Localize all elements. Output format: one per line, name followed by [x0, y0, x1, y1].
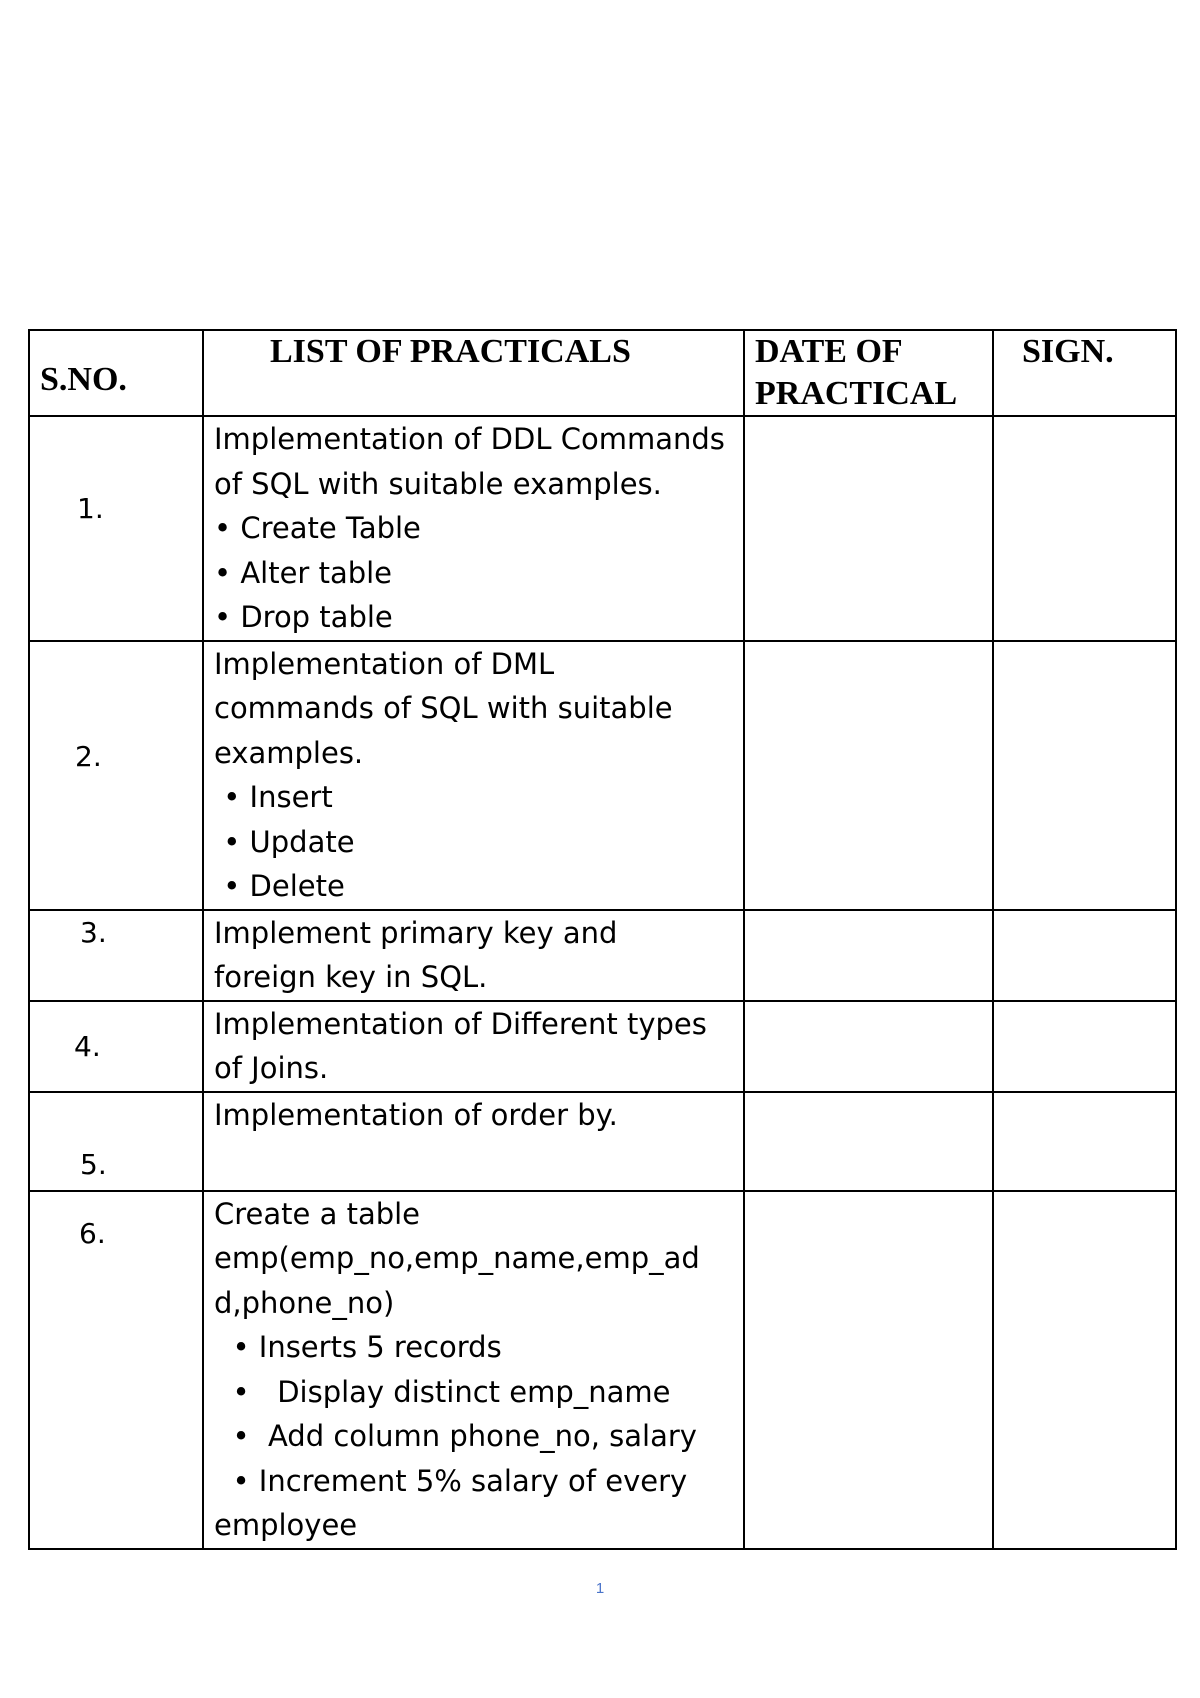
- sign-cell[interactable]: [993, 910, 1176, 1001]
- row-sno-cell: [29, 1092, 203, 1191]
- date-cell[interactable]: [744, 1191, 993, 1549]
- practical-description-cell: [203, 910, 744, 1001]
- practical-line: Create a table: [214, 1196, 421, 1231]
- practical-line: Implementation of Different types: [214, 1006, 707, 1041]
- practical-bullet: • Increment 5% salary of every: [214, 1463, 688, 1498]
- table-row: [29, 910, 1176, 1001]
- table-row: [29, 1191, 1176, 1549]
- row-sno: 5.: [80, 1147, 107, 1181]
- sign-cell[interactable]: [993, 1191, 1176, 1549]
- sign-cell[interactable]: [993, 1092, 1176, 1191]
- table-row: [29, 1001, 1176, 1092]
- row-sno: 2.: [75, 739, 102, 773]
- date-cell[interactable]: [744, 1092, 993, 1191]
- sign-cell[interactable]: [993, 641, 1176, 910]
- practical-bullet: • Create Table: [214, 511, 421, 545]
- sign-cell[interactable]: [993, 1001, 1176, 1092]
- header-sno: S.NO.: [29, 330, 203, 416]
- date-cell[interactable]: [744, 1001, 993, 1092]
- practicals-table: [28, 329, 1177, 1550]
- table-row: [29, 641, 1176, 910]
- practical-bullet: • Insert: [214, 780, 333, 814]
- practical-line: emp(emp_no,emp_name,emp_ad: [214, 1241, 700, 1275]
- practical-description-cell: [203, 1001, 744, 1092]
- practical-bullet: • Alter table: [214, 555, 393, 590]
- practical-line: d,phone_no): [214, 1285, 395, 1320]
- practical-line: foreign key in SQL.: [214, 960, 488, 994]
- practical-line: Implementation of DDL Commands: [214, 422, 725, 456]
- practical-bullet: • Drop table: [214, 600, 393, 634]
- practical-bullet: • Update: [214, 824, 355, 859]
- row-sno: 4.: [74, 1029, 101, 1063]
- header-list-of-practicals: LIST OF PRACTICALS: [203, 330, 744, 416]
- header-date-of-practical: DATE OF PRACTICAL: [744, 330, 993, 416]
- row-sno: 1.: [77, 492, 104, 525]
- practical-bullet: • Add column phone_no, salary: [214, 1419, 697, 1453]
- table-row: [29, 416, 1176, 641]
- sign-cell[interactable]: [993, 416, 1176, 641]
- practical-line: Implementation of DML: [214, 646, 555, 681]
- practical-description-cell: [203, 1092, 744, 1191]
- practical-line: examples.: [214, 735, 364, 770]
- row-sno-cell: [29, 1191, 203, 1549]
- practical-line: of SQL with suitable examples.: [214, 466, 662, 501]
- table-header-row: [29, 330, 1176, 416]
- page-number: 1: [595, 1580, 605, 1597]
- practical-line: employee: [214, 1508, 358, 1542]
- practical-description-cell: [203, 641, 744, 910]
- table-row: [29, 1092, 1176, 1191]
- row-sno: 6.: [79, 1216, 106, 1250]
- row-sno: 3.: [80, 915, 107, 949]
- practical-line: commands of SQL with suitable: [214, 691, 673, 725]
- row-sno-cell: [29, 1001, 203, 1092]
- date-cell[interactable]: [744, 641, 993, 910]
- row-sno-cell: [29, 641, 203, 910]
- practical-line: of Joins.: [214, 1051, 329, 1085]
- practical-bullet: • Delete: [214, 869, 345, 903]
- row-sno-cell: [29, 910, 203, 1001]
- practical-bullet: • Display distinct emp_name: [214, 1374, 671, 1409]
- row-sno-cell: [29, 416, 203, 641]
- practical-line: Implement primary key and: [214, 915, 618, 950]
- practical-description-cell: [203, 416, 744, 641]
- practical-description-cell: [203, 1191, 744, 1549]
- date-cell[interactable]: [744, 416, 993, 641]
- practical-line: Implementation of order by.: [214, 1097, 618, 1132]
- date-cell[interactable]: [744, 910, 993, 1001]
- practical-bullet: • Inserts 5 records: [214, 1330, 502, 1364]
- header-sign: SIGN.: [993, 330, 1176, 416]
